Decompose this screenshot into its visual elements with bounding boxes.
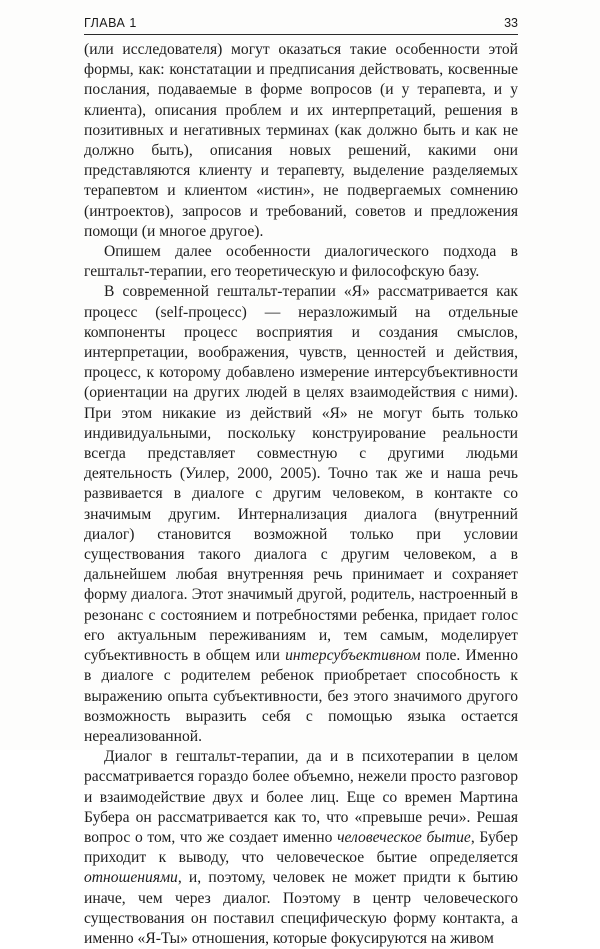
paragraph-3 xyxy=(84,282,518,747)
paragraph-2 xyxy=(84,242,518,282)
text-run: поле. Именно в диалоге с родителем ребенок приобретает способность к выражению опыта субъективности, без этого значимого другого возможность выразить себя с помощью языка остается нереализованной. xyxy=(84,647,518,745)
text-run: , и, поэтому, человек не может придти к бытию иначе, чем через диалог. Поэтому в центр человеческого существования он поставил специфическую форму контакта, а именно «Я-Ты» отношения, которые фокусируются на живом xyxy=(84,869,518,947)
italic-term: интерсубъективном xyxy=(285,647,421,665)
paragraph-1 xyxy=(84,40,518,242)
chapter-label: ГЛАВА 1 xyxy=(84,16,137,30)
paragraph-4 xyxy=(84,747,518,949)
text-run: , Бубер приходит к выводу, что человеческое бытие определяется xyxy=(84,828,518,867)
text-run: В современной гештальт-терапии «Я» рассматривается как процесс (self-процесс) — неразложимый на отдельные компоненты процесс восприятия и создания смыслов, интерпретации, воображения, чувств, ценностей и действия, процесс, к которому добавлено измерение интерсубъективности (ориентации на других людей в целях взаимодействия с ними). При этом никакие из действий «Я» не могут быть только индивидуальными, поскольку конструирование реальности всегда представляет совместную с другими людьми деятельность (Уилер, 2000, 2005). Точно так же и наша речь развивается в диалоге с другим человеком, в контакте со значимым другим. Интернализация диалога (внутренний диалог) становится возможной только при условии существования такого диалога с другим человеком, а в дальнейшем любая внутренняя речь принимает и сохраняет форму диалога. Этот значимый другой, родитель, настроенный в резонанс с состоянием и потребностями ребенка, придает голос его актуальным переживаниям и, тем самым, моделирует субъективность в общем или xyxy=(84,283,518,665)
text-run: Диалог в гештальт-терапии, да и в психотерапии в целом рассматривается гораздо более объемно, нежели просто разговор и взаимодействие двух и более лиц. Еще со времен Мартина Бубера он рассматривается как то, что «превыше речи». Решая вопрос о том, что же создает именно xyxy=(84,748,518,846)
page-number: 33 xyxy=(504,16,518,30)
text-run: Опишем далее особенности диалогического подхода в гештальт-терапии, его теоретическую и философскую базу. xyxy=(84,243,518,281)
running-header xyxy=(84,14,518,35)
italic-term: отношениями xyxy=(84,869,178,887)
body-text xyxy=(84,40,518,949)
text-run: (или исследователя) могут оказаться такие особенности этой формы, как: констатации и предписания действовать, косвенные послания, подаваемые в форме вопросов (и у терапевта, и у клиента), описания проблем и их интерпретаций, решения в позитивных и негативных терминах (как должно быть и как не должно быть), описания новых решений, какими они представляются клиенту и терапевту, выделение разделяемых терапевтом и клиентом «истин», не подвергаемых сомнению (интроектов), запросов и требований, советов и предложения помощи (и многое другое). xyxy=(84,41,518,240)
italic-term: человеческое бытие xyxy=(337,828,471,846)
